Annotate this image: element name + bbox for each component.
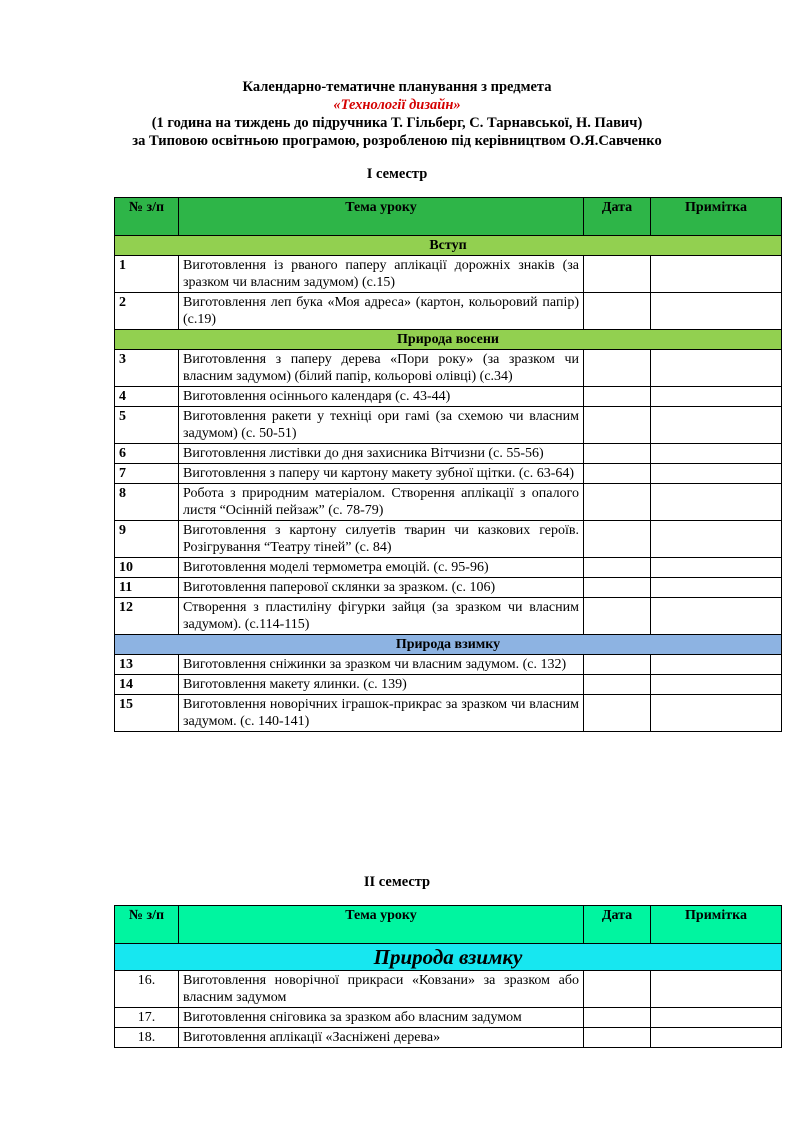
lesson-date [584,655,651,675]
lesson-topic: Виготовлення із рваного паперу аплікації дорожніх знаків (за зразком чи власним задумом) (с.15) [179,256,584,293]
col-date-header: Дата [584,906,651,944]
document-header [0,78,794,150]
lesson-number: 5 [115,407,179,444]
table-row [115,484,782,521]
lesson-note [651,578,782,598]
section-zyma: Природа взимку [115,635,782,655]
lesson-note [651,1008,782,1028]
lesson-date [584,675,651,695]
section-vstup: Вступ [115,236,782,256]
lesson-note [651,675,782,695]
lesson-note [651,407,782,444]
table-row [115,558,782,578]
lesson-number: 6 [115,444,179,464]
col-note-header: Примітка [651,906,782,944]
lesson-note [651,971,782,1008]
table-row [115,407,782,444]
lesson-number: 9 [115,521,179,558]
lesson-number: 15 [115,695,179,732]
lesson-topic: Виготовлення новорічних іграшок-прикрас за зразком чи власним задумом. (с. 140-141) [179,695,584,732]
lesson-note [651,521,782,558]
program-info: за Типовою освітньою програмою, розробленою під керівництвом О.Я.Савченко [132,133,662,149]
table-row [115,387,782,407]
lesson-number: 18. [115,1028,179,1048]
lesson-topic: Виготовлення сніжинки за зразком чи власним задумом. (с. 132) [179,655,584,675]
lesson-number: 11 [115,578,179,598]
lesson-number: 16. [115,971,179,1008]
lesson-number: 3 [115,350,179,387]
subject-name: «Технології дизайн» [333,97,461,113]
table-row [115,521,782,558]
table-row [115,675,782,695]
lesson-number: 4 [115,387,179,407]
lesson-date [584,444,651,464]
lesson-note [651,1028,782,1048]
col-topic-header: Тема уроку [179,906,584,944]
lesson-topic: Виготовлення леп бука «Моя адреса» (картон, кольоровий папір) (с.19) [179,293,584,330]
lesson-number: 8 [115,484,179,521]
section-row [115,944,782,971]
lesson-topic: Виготовлення з паперу дерева «Пори року» (за зразком чи власним задумом) (білий папір, кольорові олівці) (с.34) [179,350,584,387]
semester-2-title: ІІ семестр [363,874,431,890]
table-row [115,444,782,464]
lesson-date [584,598,651,635]
lesson-number: 2 [115,293,179,330]
lesson-note [651,387,782,407]
semester-1-table [114,197,782,732]
section-row [115,236,782,256]
lesson-date [584,256,651,293]
lesson-date [584,578,651,598]
lesson-topic: Виготовлення сніговика за зразком або власним задумом [179,1008,584,1028]
lesson-note [651,655,782,675]
table-header-row [115,198,782,236]
textbook-info: (1 година на тиждень до підручника Т. Гільберг, С. Тарнавської, Н. Павич) [151,115,643,131]
lesson-number: 17. [115,1008,179,1028]
lesson-note [651,598,782,635]
lesson-date [584,387,651,407]
lesson-topic: Виготовлення ракети у техніці ори гамі (за схемою чи власним задумом) (с. 50-51) [179,407,584,444]
table-row [115,256,782,293]
lesson-topic: Виготовлення з картону силуетів тварин чи казкових героїв. Розігрування “Театру тіней” (с. 84) [179,521,584,558]
lesson-note [651,695,782,732]
col-num-header: № з/п [115,198,179,236]
table-row [115,695,782,732]
lesson-note [651,484,782,521]
semester-1-title: І семестр [366,166,428,182]
lesson-date [584,558,651,578]
section-row [115,330,782,350]
lesson-note [651,444,782,464]
table-row [115,578,782,598]
lesson-topic: Виготовлення листівки до дня захисника Вітчизни (с. 55-56) [179,444,584,464]
lesson-date [584,293,651,330]
lesson-number: 7 [115,464,179,484]
table-header-row [115,906,782,944]
lesson-note [651,350,782,387]
col-date-header: Дата [584,198,651,236]
table-row [115,655,782,675]
lesson-topic: Виготовлення з паперу чи картону макету зубної щітки. (с. 63-64) [179,464,584,484]
lesson-topic: Виготовлення паперової склянки за зразком. (с. 106) [179,578,584,598]
section-row [115,635,782,655]
lesson-topic: Створення з пластиліну фігурки зайця (за зразком чи власним задумом). (с.114-115) [179,598,584,635]
lesson-topic: Виготовлення макету ялинки. (с. 139) [179,675,584,695]
lesson-number: 12 [115,598,179,635]
lesson-note [651,256,782,293]
table-row [115,971,782,1008]
table-row [115,1028,782,1048]
lesson-number: 10 [115,558,179,578]
table-row [115,350,782,387]
lesson-number: 13 [115,655,179,675]
lesson-note [651,464,782,484]
lesson-date [584,1028,651,1048]
table-row [115,598,782,635]
lesson-date [584,521,651,558]
lesson-topic: Виготовлення аплікації «Засніжені дерева» [179,1028,584,1048]
lesson-date [584,407,651,444]
plan-title: Календарно-тематичне планування з предмета [242,79,552,95]
lesson-number: 14 [115,675,179,695]
col-num-header: № з/п [115,906,179,944]
lesson-note [651,293,782,330]
section-zyma-2: Природа взимку [115,944,782,971]
lesson-number: 1 [115,256,179,293]
lesson-date [584,350,651,387]
lesson-topic: Виготовлення новорічної прикраси «Ковзани» за зразком або власним задумом [179,971,584,1008]
lesson-topic: Виготовлення моделі термометра емоцій. (с. 95-96) [179,558,584,578]
table-row [115,1008,782,1028]
lesson-date [584,1008,651,1028]
col-note-header: Примітка [651,198,782,236]
lesson-note [651,558,782,578]
section-osin: Природа восени [115,330,782,350]
lesson-topic: Робота з природним матеріалом. Створення аплікації з опалого листя “Осінній пейзаж” (с. 78-79) [179,484,584,521]
lesson-topic: Виготовлення осіннього календаря (с. 43-44) [179,387,584,407]
lesson-date [584,464,651,484]
lesson-date [584,484,651,521]
table-row [115,464,782,484]
table-row [115,293,782,330]
semester-2-table [114,905,782,1048]
lesson-date [584,971,651,1008]
lesson-date [584,695,651,732]
col-topic-header: Тема уроку [179,198,584,236]
